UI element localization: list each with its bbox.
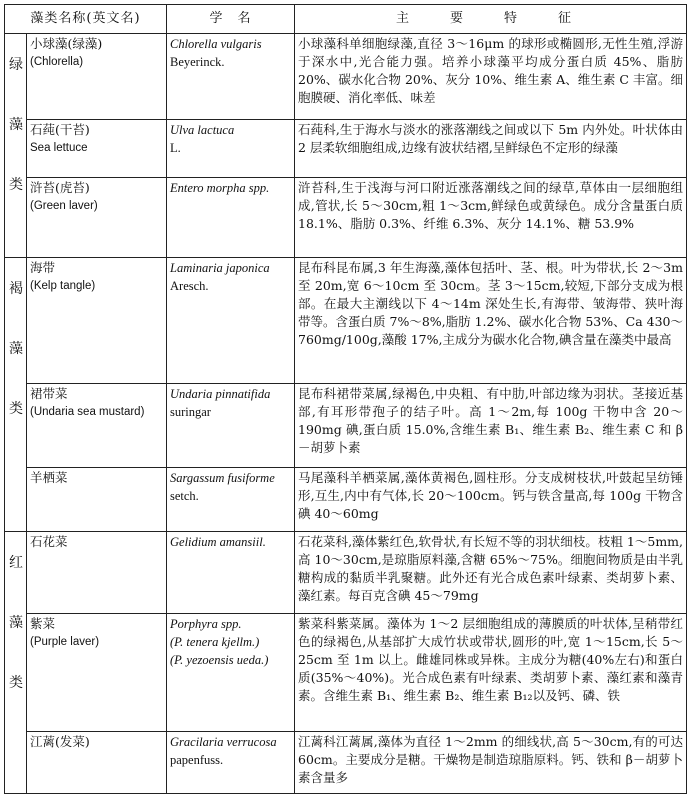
table-row <box>5 258 687 384</box>
chinese-name: 小球藻(绿藻) <box>30 36 103 51</box>
english-name: (Kelp tangle) <box>30 280 96 292</box>
latin-name: Sargassum fusiforme <box>170 471 275 485</box>
chinese-name: 羊栖菜 <box>30 470 68 485</box>
chinese-name: 海带 <box>30 260 56 275</box>
feature-description: 石莼科,生于海水与淡水的涨落潮线之间或以下 5m 内外处。叶状体由 2 层柔软细胞组成,边缘有波状结褶,呈鲜绿色不定形的绿藻 <box>295 120 687 178</box>
algae-table <box>4 4 687 794</box>
author-name: setch. <box>170 489 199 503</box>
group-label-brown: 褐 藻 类 <box>5 258 27 532</box>
table-row <box>5 120 687 178</box>
feature-description: 马尾藻科羊栖菜属,藻体黄褐色,圆柱形。分支成树枝状,叶鼓起呈纺锤形,互生,内中有气体,长 20～100cm。钙与铁含量高,每 100g 干物含碘 40～60mg <box>295 468 687 532</box>
latin-name-variant: (P. yezoensis ueda.) <box>170 653 269 667</box>
latin-name: Chlorella vulgaris <box>170 37 262 51</box>
latin-name: Undaria pinnatifida <box>170 387 271 401</box>
table-row <box>5 614 687 732</box>
algae-name-cell <box>27 532 167 614</box>
scientific-name-cell <box>167 258 295 384</box>
algae-name-cell <box>27 614 167 732</box>
scientific-name-cell <box>167 120 295 178</box>
feature-description: 小球藻科单细胞绿藻,直径 3～16μm 的球形或椭圆形,无性生殖,浮游于深水中,光合能力强。培养小球藻平均成分蛋白质 45%、脂肪 20%、碳水化合物 20%、灰分 10%、维生素 A、维生素 C 丰富。细胞膜硬、消化率低、味差 <box>295 34 687 120</box>
latin-name: Laminaria japonica <box>170 261 270 275</box>
scientific-name-cell <box>167 532 295 614</box>
group-label-green: 绿 藻 类 <box>5 34 27 258</box>
latin-name: Entero morpha spp. <box>170 181 270 195</box>
table-row <box>5 732 687 794</box>
author-name: suringar <box>170 405 211 419</box>
scientific-name-cell <box>167 34 295 120</box>
feature-description: 昆布科裙带菜属,绿褐色,中央粗、有中肋,叶部边缘为羽状。茎接近基部,有耳形带孢子的结子叶。高 1～2m,每 100g 干物中含 20～190mg 碘,蛋白质 15.0%,含维生素 B₁、维生素 B₂、维生素 C 和 β－胡萝卜素 <box>295 384 687 468</box>
feature-description: 石花菜科,藻体紫红色,软骨状,有长短不等的羽状细枝。枝粗 1～5mm,高 10～30cm,是琼脂原料藻,含糖 65%～75%。细胞间物质是由半乳糖构成的黏质半乳聚糖。此外还有光合成色素叶绿素、类胡萝卜素、藻红素。每百克含碘 45～79mg <box>295 532 687 614</box>
algae-name-cell <box>27 120 167 178</box>
latin-name: Gelidium amansiil. <box>170 535 266 549</box>
scientific-name-cell <box>167 178 295 258</box>
feature-description: 昆布科昆布属,3 年生海藻,藻体包括叶、茎、根。叶为带状,长 2～3m 至 20m,宽 6～10cm 至 30cm。茎 3～15cm,较短,下部分支成为根部。在最大主潮线以下 4～14m 深处生长,有海带、皱海带、狭叶海带等。含蛋白质 7%～8%,脂肪 1.2%、碳水化合物 53%、Ca 430～760mg/100g,藻酸 17%,主成分为碳水化合物,碘含量在藻类中最高 <box>295 258 687 384</box>
table-header-row <box>5 5 687 34</box>
algae-name-cell <box>27 468 167 532</box>
latin-name: Porphyra spp. <box>170 617 242 631</box>
author-name: papenfuss. <box>170 753 224 767</box>
author-name: Aresch. <box>170 279 209 293</box>
scientific-name-cell <box>167 732 295 794</box>
chinese-name: 紫菜 <box>30 616 56 631</box>
chinese-name: 石花菜 <box>30 534 68 549</box>
algae-name-cell <box>27 732 167 794</box>
algae-name-cell <box>27 384 167 468</box>
header-name: 藻类名称(英文名) <box>5 5 167 34</box>
latin-name: Gracilaria verrucosa <box>170 735 277 749</box>
algae-name-cell <box>27 34 167 120</box>
table-row <box>5 178 687 258</box>
author-name: L. <box>170 141 181 155</box>
english-name: (Undaria sea mustard) <box>30 406 145 418</box>
scientific-name-cell <box>167 384 295 468</box>
chinese-name: 石莼(干苔) <box>30 122 90 137</box>
table-row <box>5 468 687 532</box>
feature-description: 江蓠科江蓠属,藻体为直径 1～2mm 的细线状,高 5～30cm,有的可达 60cm。主要成分是糖。干燥物是制造琼脂原料。钙、铁和 β－胡萝卜素含量多 <box>295 732 687 794</box>
table-row <box>5 532 687 614</box>
english-name: (Chlorella) <box>30 56 84 68</box>
algae-name-cell <box>27 178 167 258</box>
header-scientific: 学 名 <box>167 5 295 34</box>
header-features: 主 要 特 征 <box>295 5 687 34</box>
english-name: Sea lettuce <box>30 142 88 154</box>
english-name: (Green laver) <box>30 200 98 212</box>
feature-description: 浒苔科,生于浅海与河口附近涨落潮线之间的绿草,草体由一层细胞组成,管状,长 5～30cm,粗 1～3cm,鲜绿色或黄绿色。成分含量蛋白质 18.1%、脂肪 0.3%、纤维 6.3%、灰分 14.1%、糖 53.9% <box>295 178 687 258</box>
group-label-red: 红 藻 类 <box>5 532 27 794</box>
chinese-name: 江蓠(发菜) <box>30 734 90 749</box>
chinese-name: 裙带菜 <box>30 386 68 401</box>
scientific-name-cell <box>167 614 295 732</box>
english-name: (Purple laver) <box>30 636 100 648</box>
scientific-name-cell <box>167 468 295 532</box>
latin-name-variant: (P. tenera kjellm.) <box>170 635 260 649</box>
feature-description: 紫菜科紫菜属。藻体为 1～2 层细胞组成的薄膜质的叶状体,呈稍带红色的绿褐色,从基部扩大成竹状或带状,圆形的叶,宽 1～15cm,长 5～25cm 至 1m 以上。雌雄同株或异株。主成分为糖(40%左右)和蛋白质(35%～40%)。光合成色素有叶绿素、类胡萝卜素、藻红素和藻青素。含维生素 B₁、维生素 B₂、维生素 B₁₂以及钙、磷、铁 <box>295 614 687 732</box>
algae-name-cell <box>27 258 167 384</box>
table-row <box>5 34 687 120</box>
latin-name: Ulva lactuca <box>170 123 235 137</box>
table-row <box>5 384 687 468</box>
author-name: Beyerinck. <box>170 55 225 69</box>
chinese-name: 浒苔(虎苔) <box>30 180 90 195</box>
